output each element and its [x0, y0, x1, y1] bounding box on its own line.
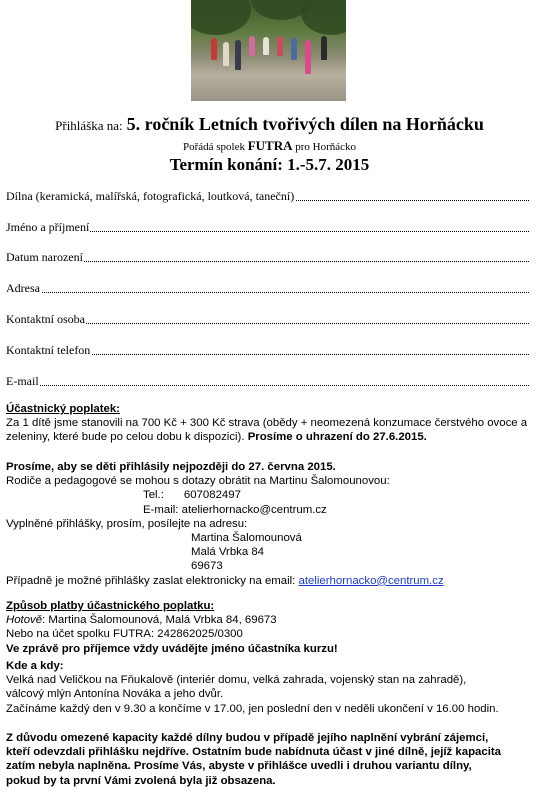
payment-note: Ve zprávě pro příjemce vždy uvádějte jméno účastníka kurzu! — [6, 642, 338, 655]
org-prefix: Pořádá spolek — [182, 141, 245, 153]
capacity-line: zatím nebyla naplněna. Prosíme Vás, abyste v přihlášce uvedli i druhou variantu dílny, — [6, 760, 472, 773]
address-street: Malá Vrbka 84 — [191, 546, 265, 559]
where-heading: Kde a kdy: — [6, 660, 64, 672]
field-phone-label: Kontaktní telefon — [6, 343, 91, 357]
where-line: Velká nad Veličkou na Fňukalově (interiér domu, velká zahrada, vojenský stan na zahradě), — [6, 674, 467, 687]
field-address-label: Adresa — [6, 281, 40, 295]
fee-section — [6, 402, 533, 445]
field-birthdate-label: Datum narození — [6, 250, 83, 264]
contact-intro: Rodiče a pedagogové se mohou s dotazy obrátit na Martinu Šalomounovou: — [6, 475, 390, 488]
send-to: Vyplněné přihlášky, prosím, posílejte na adresu: — [6, 517, 248, 530]
field-email-label: E-mail — [6, 374, 39, 388]
fee-deadline: Prosíme o uhrazení do 27.6.2015. — [247, 431, 427, 444]
field-workshop-label: Dílna (keramická, malířská, fotografická, loutková, taneční) — [6, 189, 295, 203]
capacity-section — [6, 731, 533, 788]
field-email[interactable] — [6, 374, 529, 389]
fee-body: Za 1 dítě jsme stanovili na 700 Kč + 300 Kč strava (obědy + neomezená konzumace čerstvého ovoce a zeleniny, které bude po celou dobu k dispozici). — [6, 417, 528, 444]
prefix-label: Přihláška na: — [55, 118, 123, 133]
cash-label: Hotově — [6, 614, 43, 627]
field-name[interactable] — [6, 220, 529, 235]
tel-label: Tel.: — [143, 489, 164, 502]
where-line: Začínáme každý den v 9.30 a končíme v 17.00, jen poslední den v neděli ukončení v 16.00 hodin. — [6, 702, 499, 715]
electronic-line — [6, 574, 533, 588]
email-link[interactable]: atelierhornacko@centrum.cz — [298, 574, 444, 587]
org-suffix: pro Horňácko — [295, 141, 357, 153]
field-phone[interactable] — [6, 343, 529, 358]
field-contact-person-label: Kontaktní osoba — [6, 312, 85, 326]
where-line: válcový mlýn Antonína Nováka a jeho dvůr. — [6, 688, 224, 701]
contact-email: E-mail: atelierhornacko@centrum.cz — [143, 503, 327, 516]
tel-value: 607082497 — [183, 489, 241, 502]
field-workshop[interactable] — [6, 189, 529, 204]
payment-section — [6, 599, 533, 656]
event-date: Termín konání: 1.-5.7. 2015 — [169, 155, 370, 174]
where-section — [6, 659, 533, 716]
field-birthdate[interactable] — [6, 250, 529, 265]
address-zip: 69673 — [191, 560, 223, 573]
payment-cash — [6, 613, 533, 627]
title-line — [0, 114, 539, 135]
field-contact-person[interactable] — [6, 312, 529, 327]
fee-heading: Účastnický poplatek: — [6, 403, 120, 415]
field-address[interactable] — [6, 281, 529, 296]
org-name: FUTRA — [247, 138, 293, 153]
register-deadline: Prosíme, aby se děti přihlásily nejpozději do 27. června 2015. — [6, 461, 336, 473]
contact-tel — [6, 488, 533, 502]
electronic-text: Případně je možné přihlášky zaslat elektronicky na email: — [6, 574, 296, 587]
capacity-line: pokud by ta první Vámi zvolená byla již obsazena. — [6, 774, 276, 787]
header-photo — [191, 0, 346, 101]
organizer-line — [0, 138, 539, 154]
cash-text: : Martina Šalomounová, Malá Vrbka 84, 69673 — [42, 614, 277, 627]
capacity-line: kteří odevzdali přihlášku nejdříve. Ostatním bude nabídnuta účast v jiné dílně, jejíž kapacita — [6, 746, 501, 759]
address-name: Martina Šalomounová — [191, 532, 302, 545]
payment-heading: Způsob platby účastnického poplatku: — [6, 600, 215, 612]
payment-account: Nebo na účet spolku FUTRA: 242862025/0300 — [6, 628, 243, 641]
fee-text — [6, 416, 533, 444]
capacity-line: Z důvodu omezené kapacity každé dílny budou v případě jejího naplnění vybrání zájemci, — [6, 732, 489, 744]
field-name-label: Jméno a příjmení — [6, 220, 90, 234]
contact-section — [6, 460, 533, 588]
event-title: 5. ročník Letních tvořivých dílen na Horňácku — [126, 114, 484, 134]
